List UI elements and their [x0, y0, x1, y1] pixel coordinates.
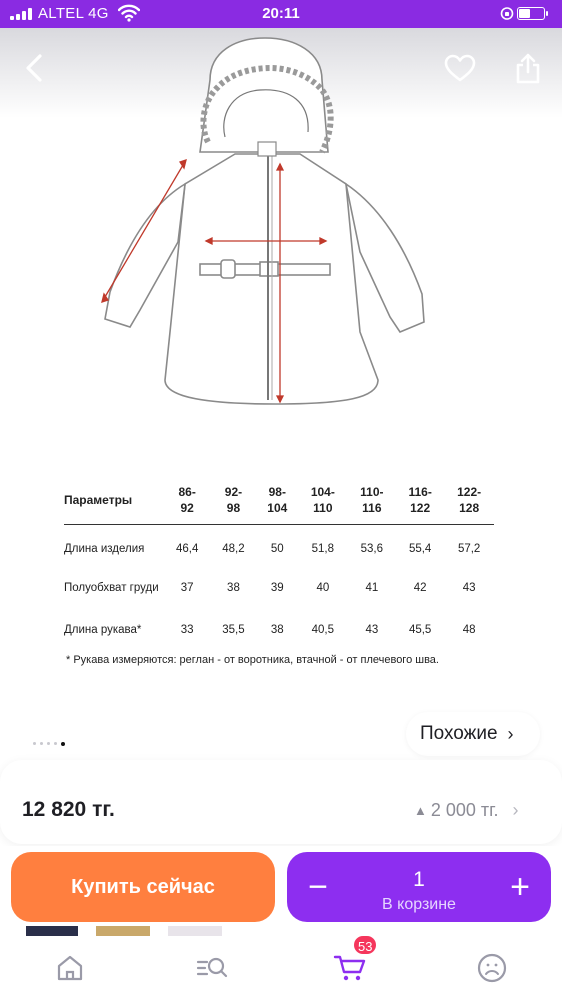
size-column-header: 86- 92 [164, 484, 210, 525]
tab-home[interactable] [50, 948, 90, 988]
catalog-search-icon [195, 953, 229, 983]
table-cell: 43 [462, 581, 476, 594]
buy-now-button[interactable]: Купить сейчас [11, 852, 275, 922]
size-column-header: 92- 98 [210, 484, 256, 525]
param-label: Длина изделия [64, 542, 145, 555]
increase-quantity-button[interactable]: + [510, 867, 530, 906]
table-cell: 48,2 [222, 542, 245, 555]
carousel-indicator [33, 742, 65, 746]
tab-catalog[interactable] [192, 948, 232, 988]
table-cell: 46,4 [175, 542, 199, 555]
bonus-value: 2 000 тг. [430, 800, 499, 820]
cart-count-badge: 53 [352, 934, 378, 956]
table-cell: 38 [227, 581, 240, 594]
size-footnote: * Рукава измеряются: реглан - от воротника, втачной - от плечевого шва. [66, 654, 439, 666]
thumbnail-peek [96, 926, 150, 936]
decrease-quantity-button[interactable]: − [308, 867, 328, 906]
size-table-header [64, 484, 494, 525]
heart-icon [444, 54, 476, 82]
favorite-button[interactable] [438, 46, 482, 90]
chevron-left-icon [23, 53, 45, 83]
thumbnail-peek [26, 926, 78, 936]
cart-icon [333, 953, 367, 983]
table-cell: 35,5 [222, 623, 245, 636]
tab-profile[interactable] [472, 948, 512, 988]
table-cell: 37 [180, 581, 194, 594]
table-cell: 40 [316, 581, 330, 594]
profile-icon [476, 952, 508, 984]
table-cell: 38 [270, 623, 284, 636]
table-cell: 40,5 [311, 623, 335, 636]
home-icon [55, 953, 85, 983]
table-cell: 48 [462, 623, 476, 636]
back-button[interactable] [12, 46, 56, 90]
carrier-label: ALTEL 4G [38, 5, 109, 22]
triangle-up-icon: ▲ [414, 803, 427, 818]
similar-label: Похожие [420, 723, 498, 744]
rotation-lock-icon [500, 5, 514, 21]
bottom-tab-bar [0, 936, 562, 999]
status-bar [0, 0, 562, 28]
size-column-header: 122- 128 [444, 484, 494, 525]
product-price: 12 820 тг. [22, 798, 115, 821]
table-cell: 55,4 [408, 542, 432, 555]
carousel-dot [40, 742, 43, 745]
table-row [64, 609, 494, 651]
in-cart-label: В корзине [382, 896, 456, 913]
table-cell: 51,8 [311, 542, 335, 555]
cart-quantity-control [287, 852, 551, 922]
table-cell: 33 [180, 623, 194, 636]
carousel-dot [33, 742, 36, 745]
carousel-dot [54, 742, 57, 745]
bonus-points[interactable] [414, 800, 519, 821]
table-row [64, 525, 494, 567]
param-label: Полуобхват груди [64, 581, 159, 594]
cart-quantity: 1 [413, 868, 425, 891]
table-header-params: Параметры [64, 484, 164, 525]
table-cell: 53,6 [360, 542, 384, 555]
share-icon [515, 52, 541, 84]
battery-icon [517, 7, 545, 20]
size-table [64, 484, 494, 651]
table-cell: 41 [365, 581, 379, 594]
table-cell: 45,5 [408, 623, 432, 636]
carousel-dot [47, 742, 50, 745]
size-column-header: 116- 122 [396, 484, 444, 525]
size-column-header: 110- 116 [348, 484, 396, 525]
size-column-header: 98- 104 [257, 484, 298, 525]
size-column-header: 104- 110 [298, 484, 348, 525]
clock: 20:11 [262, 5, 300, 22]
similar-products-button[interactable] [406, 712, 540, 756]
table-cell: 42 [413, 581, 427, 594]
table-cell: 57,2 [457, 542, 481, 555]
table-cell: 50 [270, 542, 284, 555]
table-cell: 39 [270, 581, 284, 594]
price-card [0, 760, 562, 844]
carousel-dot-active [61, 742, 65, 746]
table-cell: 43 [365, 623, 379, 636]
share-button[interactable] [506, 46, 550, 90]
chevron-right-icon: › [507, 723, 514, 744]
table-row [64, 567, 494, 609]
param-label: Длина рукава* [64, 623, 142, 636]
coat-drawing [60, 32, 500, 432]
thumbnail-peek [168, 926, 222, 936]
chevron-right-icon: › [512, 800, 519, 820]
purchase-bar [0, 846, 562, 930]
